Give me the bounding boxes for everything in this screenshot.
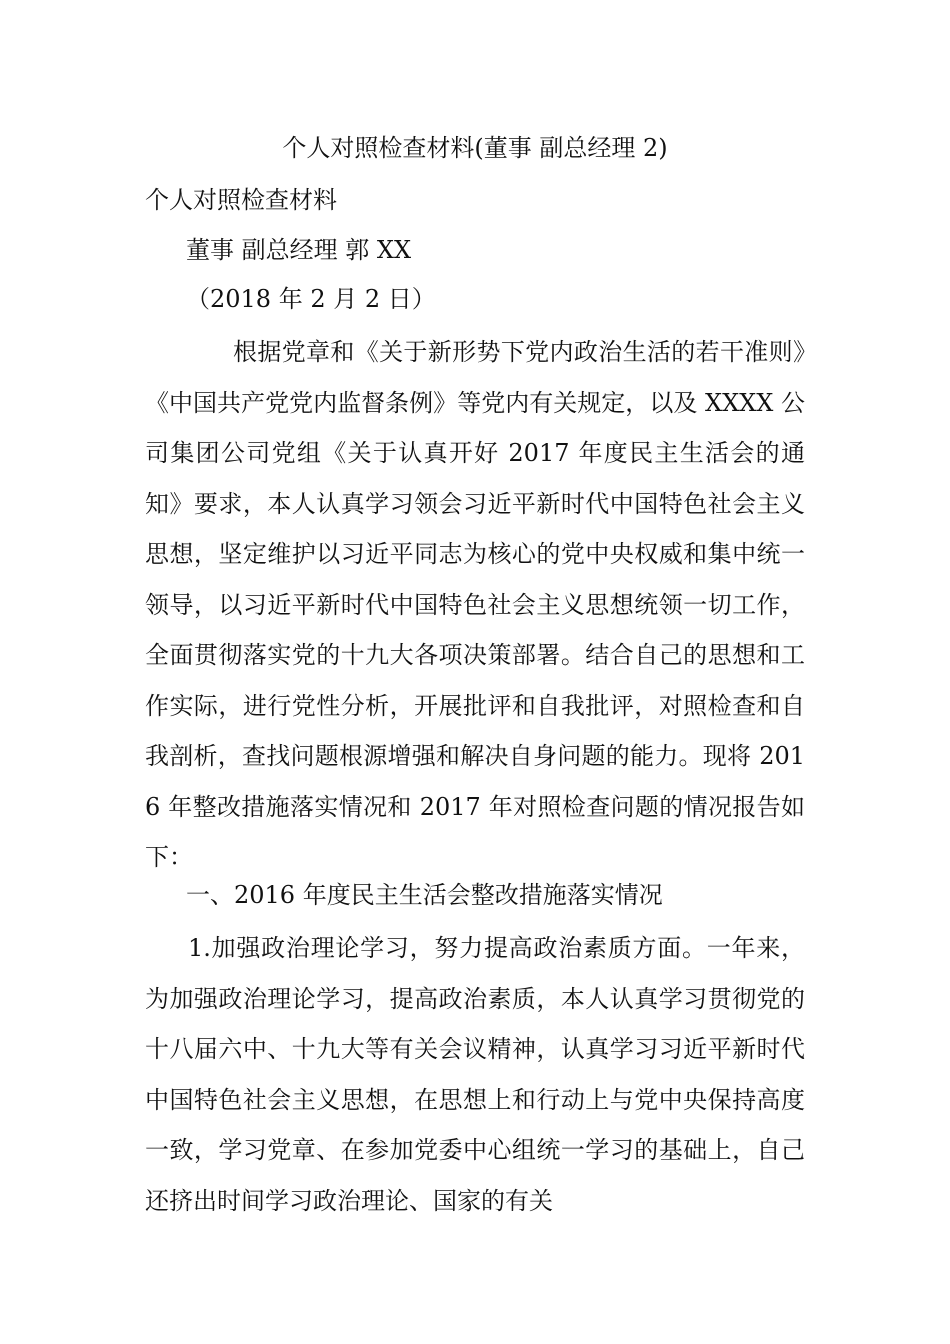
date-line: （2018 年 2 月 2 日） <box>186 285 436 313</box>
body-paragraph-intro: 根据党章和《关于新形势下党内政治生活的若干准则》《中国共产党党内监督条例》等党内有关规定，以及 XXXX 公司集团公司党组《关于认真开好 2017 年度民主生活会的通知》要求，本人认真学习领会习近平新时代中国特色社会主义思想，坚定维护以习近平同志为核心的党中央权威和集中统一领导，以习近平新时代中国特色社会主义思想统领一切工作，全面贯彻落实党的十九大各项决策部署。结合自己的思想和工作实际，进行党性分析，开展批评和自我批评，对照检查和自我剖析，查找问题根源增强和解决自身问题的能力。现将 2016 年整改措施落实情况和 2017 年对照检查问题的情况报告如下： <box>145 338 805 871</box>
document-subtitle: 个人对照检查材料 <box>145 186 337 214</box>
author-line: 董事 副总经理 郭 XX <box>186 236 412 264</box>
section-heading-1: 一、2016 年度民主生活会整改措施落实情况 <box>186 881 663 909</box>
document-title: 个人对照检查材料(董事 副总经理 2) <box>282 134 668 162</box>
body-paragraph-1: 1.加强政治理论学习，努力提高政治素质方面。一年来，为加强政治理论学习，提高政治素质，本人认真学习贯彻党的十八届六中、十九大等有关会议精神，认真学习习近平新时代中国特色社会主义思想，在思想上和行动上与党中央保持高度一致，学习党章、在参加党委中心组统一学习的基础上，自己还挤出时间学习政治理论、国家的有关 <box>145 934 805 1215</box>
